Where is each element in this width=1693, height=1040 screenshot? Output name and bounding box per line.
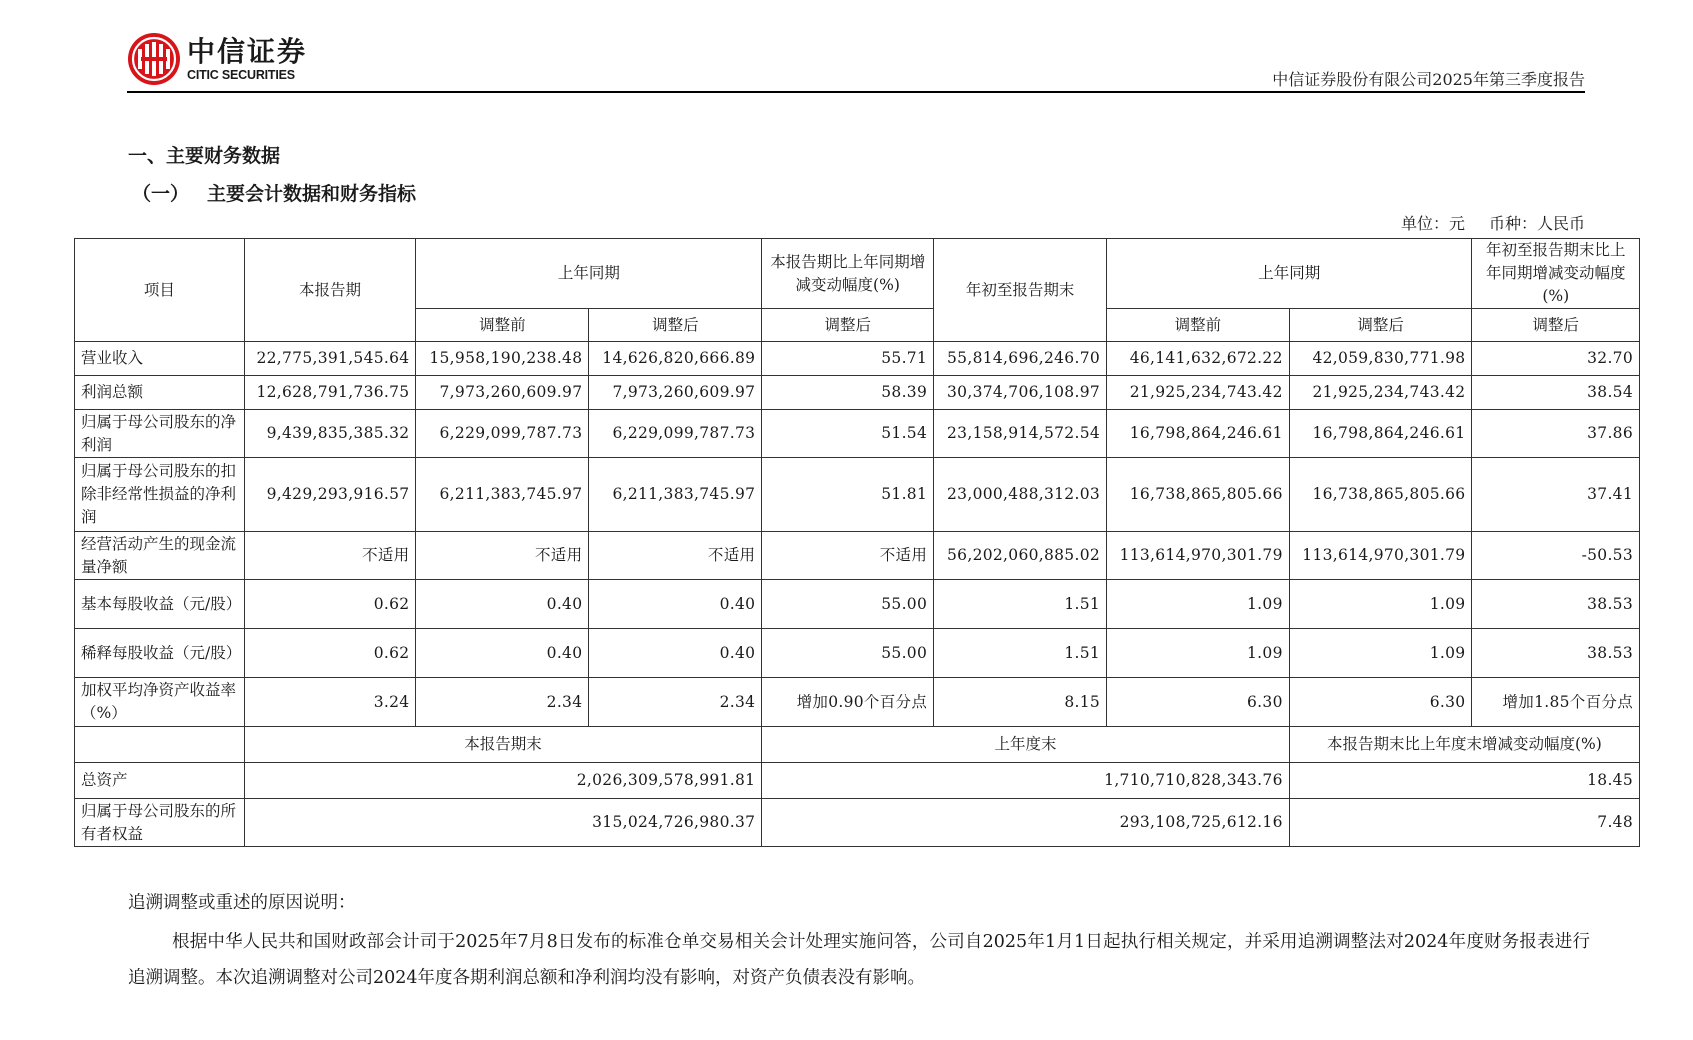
balance-header-empty	[75, 727, 245, 763]
header-prior-period: 上年同期	[416, 239, 762, 309]
cell-change: 58.39	[762, 376, 934, 410]
row-label: 稀释每股收益（元/股）	[75, 629, 245, 678]
table-row	[75, 410, 1640, 458]
unit-label: 单位：元	[1400, 214, 1465, 233]
cell-ytd: 23,000,488,312.03	[934, 458, 1107, 532]
cell-change: 增加0.90个百分点	[762, 678, 934, 727]
cell-ytd: 8.15	[934, 678, 1107, 727]
cell-prior-ytd-before: 21,925,234,743.42	[1107, 376, 1290, 410]
header-before-adj: 调整前	[1107, 309, 1290, 342]
cell-prior-year-end: 293,108,725,612.16	[762, 799, 1289, 847]
row-label: 基本每股收益（元/股）	[75, 580, 245, 629]
cell-change: 55.00	[762, 629, 934, 678]
row-label: 经营活动产生的现金流量净额	[75, 532, 245, 580]
cell-current: 22,775,391,545.64	[244, 342, 416, 376]
cell-change: 不适用	[762, 532, 934, 580]
cell-prior-after: 14,626,820,666.89	[589, 342, 762, 376]
cell-prior-after: 7,973,260,609.97	[589, 376, 762, 410]
row-label: 加权平均净资产收益率（%）	[75, 678, 245, 727]
cell-prior-year-end: 1,710,710,828,343.76	[762, 763, 1289, 799]
cell-change-ytd: 37.86	[1472, 410, 1640, 458]
balance-row	[75, 799, 1640, 847]
cell-prior-before: 0.40	[416, 580, 589, 629]
table-row	[75, 376, 1640, 410]
cell-ytd: 23,158,914,572.54	[934, 410, 1107, 458]
cell-prior-after: 0.40	[589, 629, 762, 678]
cell-prior-ytd-before: 6.30	[1107, 678, 1290, 727]
cell-prior-ytd-after: 1.09	[1289, 629, 1472, 678]
cell-prior-ytd-after: 16,798,864,246.61	[1289, 410, 1472, 458]
cell-prior-ytd-before: 1.09	[1107, 580, 1290, 629]
cell-prior-before: 不适用	[416, 532, 589, 580]
cell-prior-ytd-before: 46,141,632,672.22	[1107, 342, 1290, 376]
cell-prior-before: 7,973,260,609.97	[416, 376, 589, 410]
cell-change: 55.00	[762, 580, 934, 629]
header-after-adj: 调整后	[589, 309, 762, 342]
balance-row	[75, 763, 1640, 799]
table-row	[75, 678, 1640, 727]
cell-current: 0.62	[244, 629, 416, 678]
table-row	[75, 458, 1640, 532]
header-row-1	[75, 239, 1640, 309]
cell-prior-after: 6,229,099,787.73	[589, 410, 762, 458]
header-divider	[127, 91, 1585, 93]
cell-current: 12,628,791,736.75	[244, 376, 416, 410]
cell-current: 0.62	[244, 580, 416, 629]
cell-ytd: 55,814,696,246.70	[934, 342, 1107, 376]
cell-prior-ytd-before: 16,738,865,805.66	[1107, 458, 1290, 532]
row-label: 利润总额	[75, 376, 245, 410]
cell-prior-ytd-before: 113,614,970,301.79	[1107, 532, 1290, 580]
header-prior-ytd: 上年同期	[1107, 239, 1472, 309]
cell-prior-after: 6,211,383,745.97	[589, 458, 762, 532]
cell-prior-before: 15,958,190,238.48	[416, 342, 589, 376]
row-label: 归属于母公司股东的扣除非经常性损益的净利润	[75, 458, 245, 532]
cell-balance-change: 7.48	[1289, 799, 1639, 847]
cell-ytd: 30,374,706,108.97	[934, 376, 1107, 410]
cell-prior-ytd-before: 1.09	[1107, 629, 1290, 678]
logo-english-name: CITIC SECURITIES	[187, 68, 295, 82]
cell-prior-ytd-after: 6.30	[1289, 678, 1472, 727]
unit-currency-line	[1401, 211, 1585, 234]
subsection-number: （一）	[132, 183, 190, 205]
header-change-current: 本报告期比上年同期增减变动幅度(%)	[762, 239, 934, 309]
table-row	[75, 629, 1640, 678]
balance-header-row	[75, 727, 1640, 763]
cell-current: 3.24	[244, 678, 416, 727]
header-change-ytd: 年初至报告期末比上年同期增减变动幅度(%)	[1472, 239, 1640, 309]
table-row	[75, 580, 1640, 629]
cell-change-ytd: 增加1.85个百分点	[1472, 678, 1640, 727]
header-before-adj: 调整前	[416, 309, 589, 342]
cell-balance-change: 18.45	[1289, 763, 1639, 799]
header-after-adj: 调整后	[762, 309, 934, 342]
cell-period-end: 315,024,726,980.37	[244, 799, 762, 847]
header-current-period: 本报告期	[244, 239, 416, 342]
cell-prior-after: 2.34	[589, 678, 762, 727]
table-row	[75, 342, 1640, 376]
financial-data-table	[74, 238, 1640, 847]
cell-current: 9,439,835,385.32	[244, 410, 416, 458]
header-after-adj: 调整后	[1472, 309, 1640, 342]
cell-change-ytd: 38.53	[1472, 580, 1640, 629]
cell-prior-after: 0.40	[589, 580, 762, 629]
report-title: 中信证券股份有限公司2025年第三季度报告	[1272, 70, 1585, 89]
section-heading: 一、主要财务数据	[128, 145, 281, 167]
citic-logo	[127, 32, 307, 86]
cell-change: 55.71	[762, 342, 934, 376]
header-ytd: 年初至报告期末	[934, 239, 1107, 342]
cell-prior-ytd-after: 16,738,865,805.66	[1289, 458, 1472, 532]
cell-prior-ytd-after: 1.09	[1289, 580, 1472, 629]
row-label: 营业收入	[75, 342, 245, 376]
cell-prior-ytd-after: 42,059,830,771.98	[1289, 342, 1472, 376]
table-row	[75, 532, 1640, 580]
cell-current: 9,429,293,916.57	[244, 458, 416, 532]
cell-prior-ytd-before: 16,798,864,246.61	[1107, 410, 1290, 458]
citic-logo-icon	[127, 32, 181, 86]
cell-period-end: 2,026,309,578,991.81	[244, 763, 762, 799]
restatement-note-body: 根据中华人民共和国财政部会计司于2025年7月8日发布的标准仓单交易相关会计处理实施问答，公司自2025年1月1日起执行相关规定，并采用追溯调整法对2024年度财务报表进行追溯调整。本次追溯调整对公司2024年度各期利润总额和净利润均没有影响，对资产负债表没有影响。	[128, 932, 1590, 988]
cell-change-ytd: 38.53	[1472, 629, 1640, 678]
subsection-title: 主要会计数据和财务指标	[207, 183, 417, 205]
cell-prior-before: 2.34	[416, 678, 589, 727]
logo-chinese-name: 中信证券	[187, 35, 308, 68]
subsection-heading	[132, 179, 416, 206]
cell-prior-before: 6,229,099,787.73	[416, 410, 589, 458]
cell-ytd: 56,202,060,885.02	[934, 532, 1107, 580]
cell-change-ytd: -50.53	[1472, 532, 1640, 580]
row-label: 归属于母公司股东的净利润	[75, 410, 245, 458]
header-prior-year-end: 上年度末	[762, 727, 1289, 763]
cell-current: 不适用	[244, 532, 416, 580]
header-period-end: 本报告期末	[244, 727, 762, 763]
cell-change-ytd: 37.41	[1472, 458, 1640, 532]
cell-ytd: 1.51	[934, 580, 1107, 629]
header-balance-change: 本报告期末比上年度末增减变动幅度(%)	[1289, 727, 1639, 763]
cell-ytd: 1.51	[934, 629, 1107, 678]
header-item: 项目	[75, 239, 245, 342]
cell-prior-ytd-after: 113,614,970,301.79	[1289, 532, 1472, 580]
row-label: 总资产	[75, 763, 245, 799]
cell-change: 51.81	[762, 458, 934, 532]
restatement-note-title: 追溯调整或重述的原因说明：	[128, 893, 356, 913]
header-after-adj: 调整后	[1289, 309, 1472, 342]
cell-change-ytd: 32.70	[1472, 342, 1640, 376]
cell-prior-ytd-after: 21,925,234,743.42	[1289, 376, 1472, 410]
cell-prior-after: 不适用	[589, 532, 762, 580]
cell-prior-before: 6,211,383,745.97	[416, 458, 589, 532]
cell-change-ytd: 38.54	[1472, 376, 1640, 410]
cell-change: 51.54	[762, 410, 934, 458]
currency-label: 币种：人民币	[1488, 214, 1585, 233]
row-label: 归属于母公司股东的所有者权益	[75, 799, 245, 847]
cell-prior-before: 0.40	[416, 629, 589, 678]
